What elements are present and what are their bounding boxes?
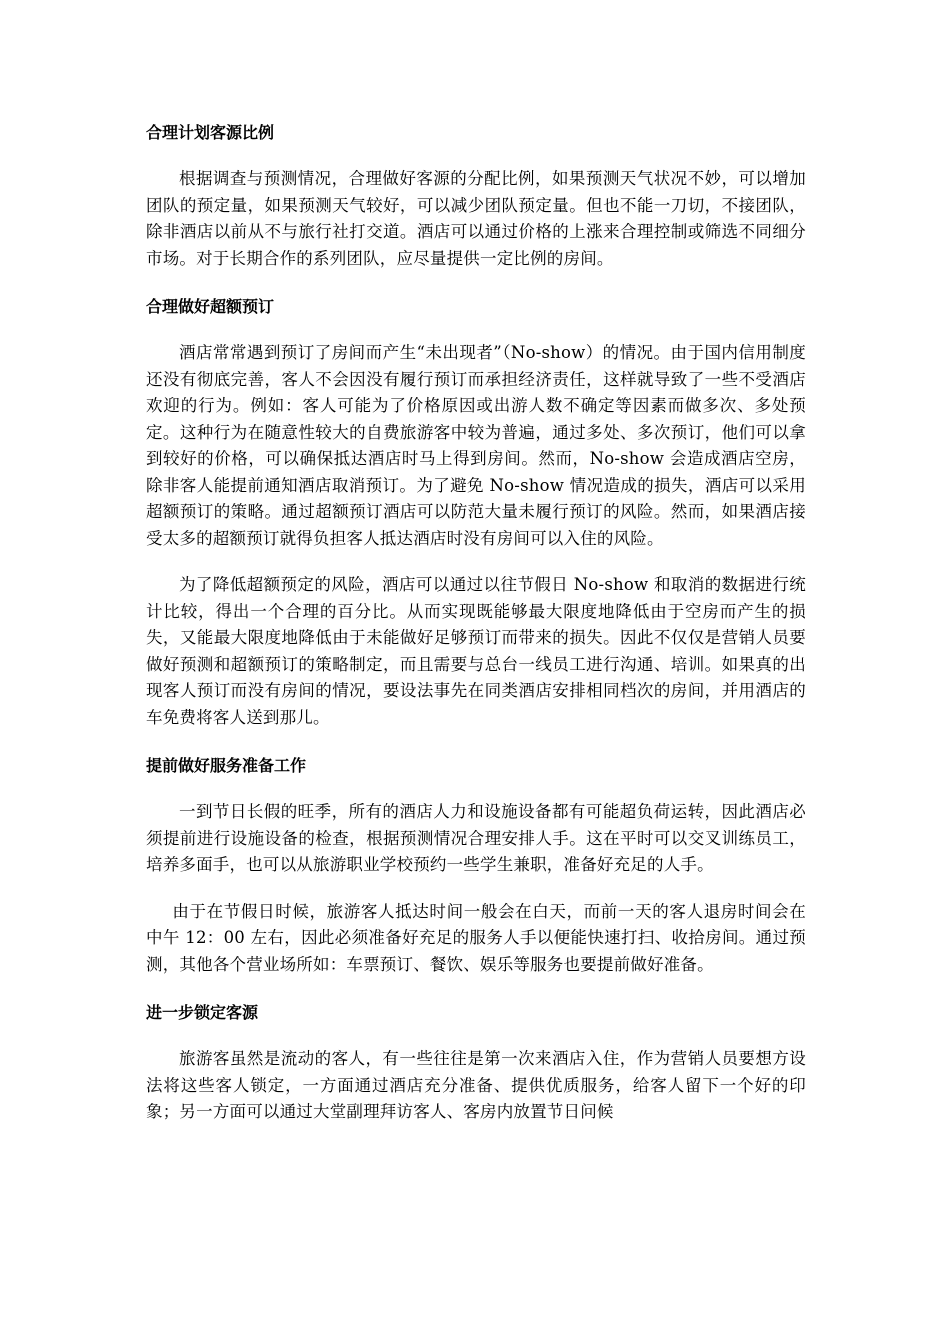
section-heading: 合理计划客源比例 — [146, 123, 275, 142]
paragraph: 由于在节假日时候，旅游客人抵达时间一般会在白天，而前一天的客人退房时间会在中午 12：00 左右，因此必须准备好充足的服务人手以便能快速打扫、收拾房间。通过预测，其他各个营业场所如：车票预订、餐饮、娱乐等服务也要提前做好准备。 — [146, 901, 806, 974]
paragraph: 为了降低超额预定的风险，酒店可以通过以往节假日 No-show 和取消的数据进行统计比较，得出一个合理的百分比。从而实现既能够最大限度地降低由于空房而产生的损失，又能最大限度地降低由于未能做好足够预订而带来的损失。因此不仅仅是营销人员要做好预测和超额预订的策略制定，而且需要与总台一线员工进行沟通、培训。如果真的出现客人预订而没有房间的情况，要设法事先在同类酒店安排相同档次的房间，并用酒店的车免费将客人送到那儿。 — [146, 575, 806, 727]
paragraph: 旅游客虽然是流动的客人，有一些往往是第一次来酒店入住，作为营销人员要想方设法将这些客人锁定，一方面通过酒店充分准备、提供优质服务，给客人留下一个好的印象；另一方面可以通过大堂副理拜访客人、客房内放置节日问候 — [146, 1049, 806, 1121]
paragraph: 酒店常常遇到预订了房间而产生“未出现者”（No-show）的情况。由于国内信用制度还没有彻底完善，客人不会因没有履行预订而承担经济责任，这样就导致了一些不受酒店欢迎的行为。例如：客人可能为了价格原因或出游人数不确定等因素而做多次、多处预定。这种行为在随意性较大的自费旅游客中较为普遍，通过多处、多次预订，他们可以拿到较好的价格，可以确保抵达酒店时马上得到房间。然而，No-show 会造成酒店空房，除非客人能提前通知酒店取消预订。为了避免 No-show 情况造成的损失，酒店可以采用超额预订的策略。通过超额预订酒店可以防范大量未履行预订的风险。然而，如果酒店接受太多的超额预订就得负担客人抵达酒店时没有房间可以入住的风险。 — [146, 343, 806, 548]
document-page — [146, 120, 806, 1126]
section-heading: 合理做好超额预订 — [146, 297, 275, 316]
section-heading: 进一步锁定客源 — [146, 1003, 259, 1022]
paragraph: 根据调查与预测情况，合理做好客源的分配比例，如果预测天气状况不妙，可以增加团队的预定量，如果预测天气较好，可以减少团队预定量。但也不能一刀切，不接团队，除非酒店以前从不与旅行社打交道。酒店可以通过价格的上涨来合理控制或筛选不同细分市场。对于长期合作的系列团队，应尽量提供一定比例的房间。 — [146, 169, 806, 268]
paragraph: 一到节日长假的旺季，所有的酒店人力和设施设备都有可能超负荷运转，因此酒店必须提前进行设施设备的检查，根据预测情况合理安排人手。这在平时可以交叉训练员工，培养多面手，也可以从旅游职业学校预约一些学生兼职，准备好充足的人手。 — [146, 802, 806, 874]
section-heading: 提前做好服务准备工作 — [146, 756, 307, 775]
